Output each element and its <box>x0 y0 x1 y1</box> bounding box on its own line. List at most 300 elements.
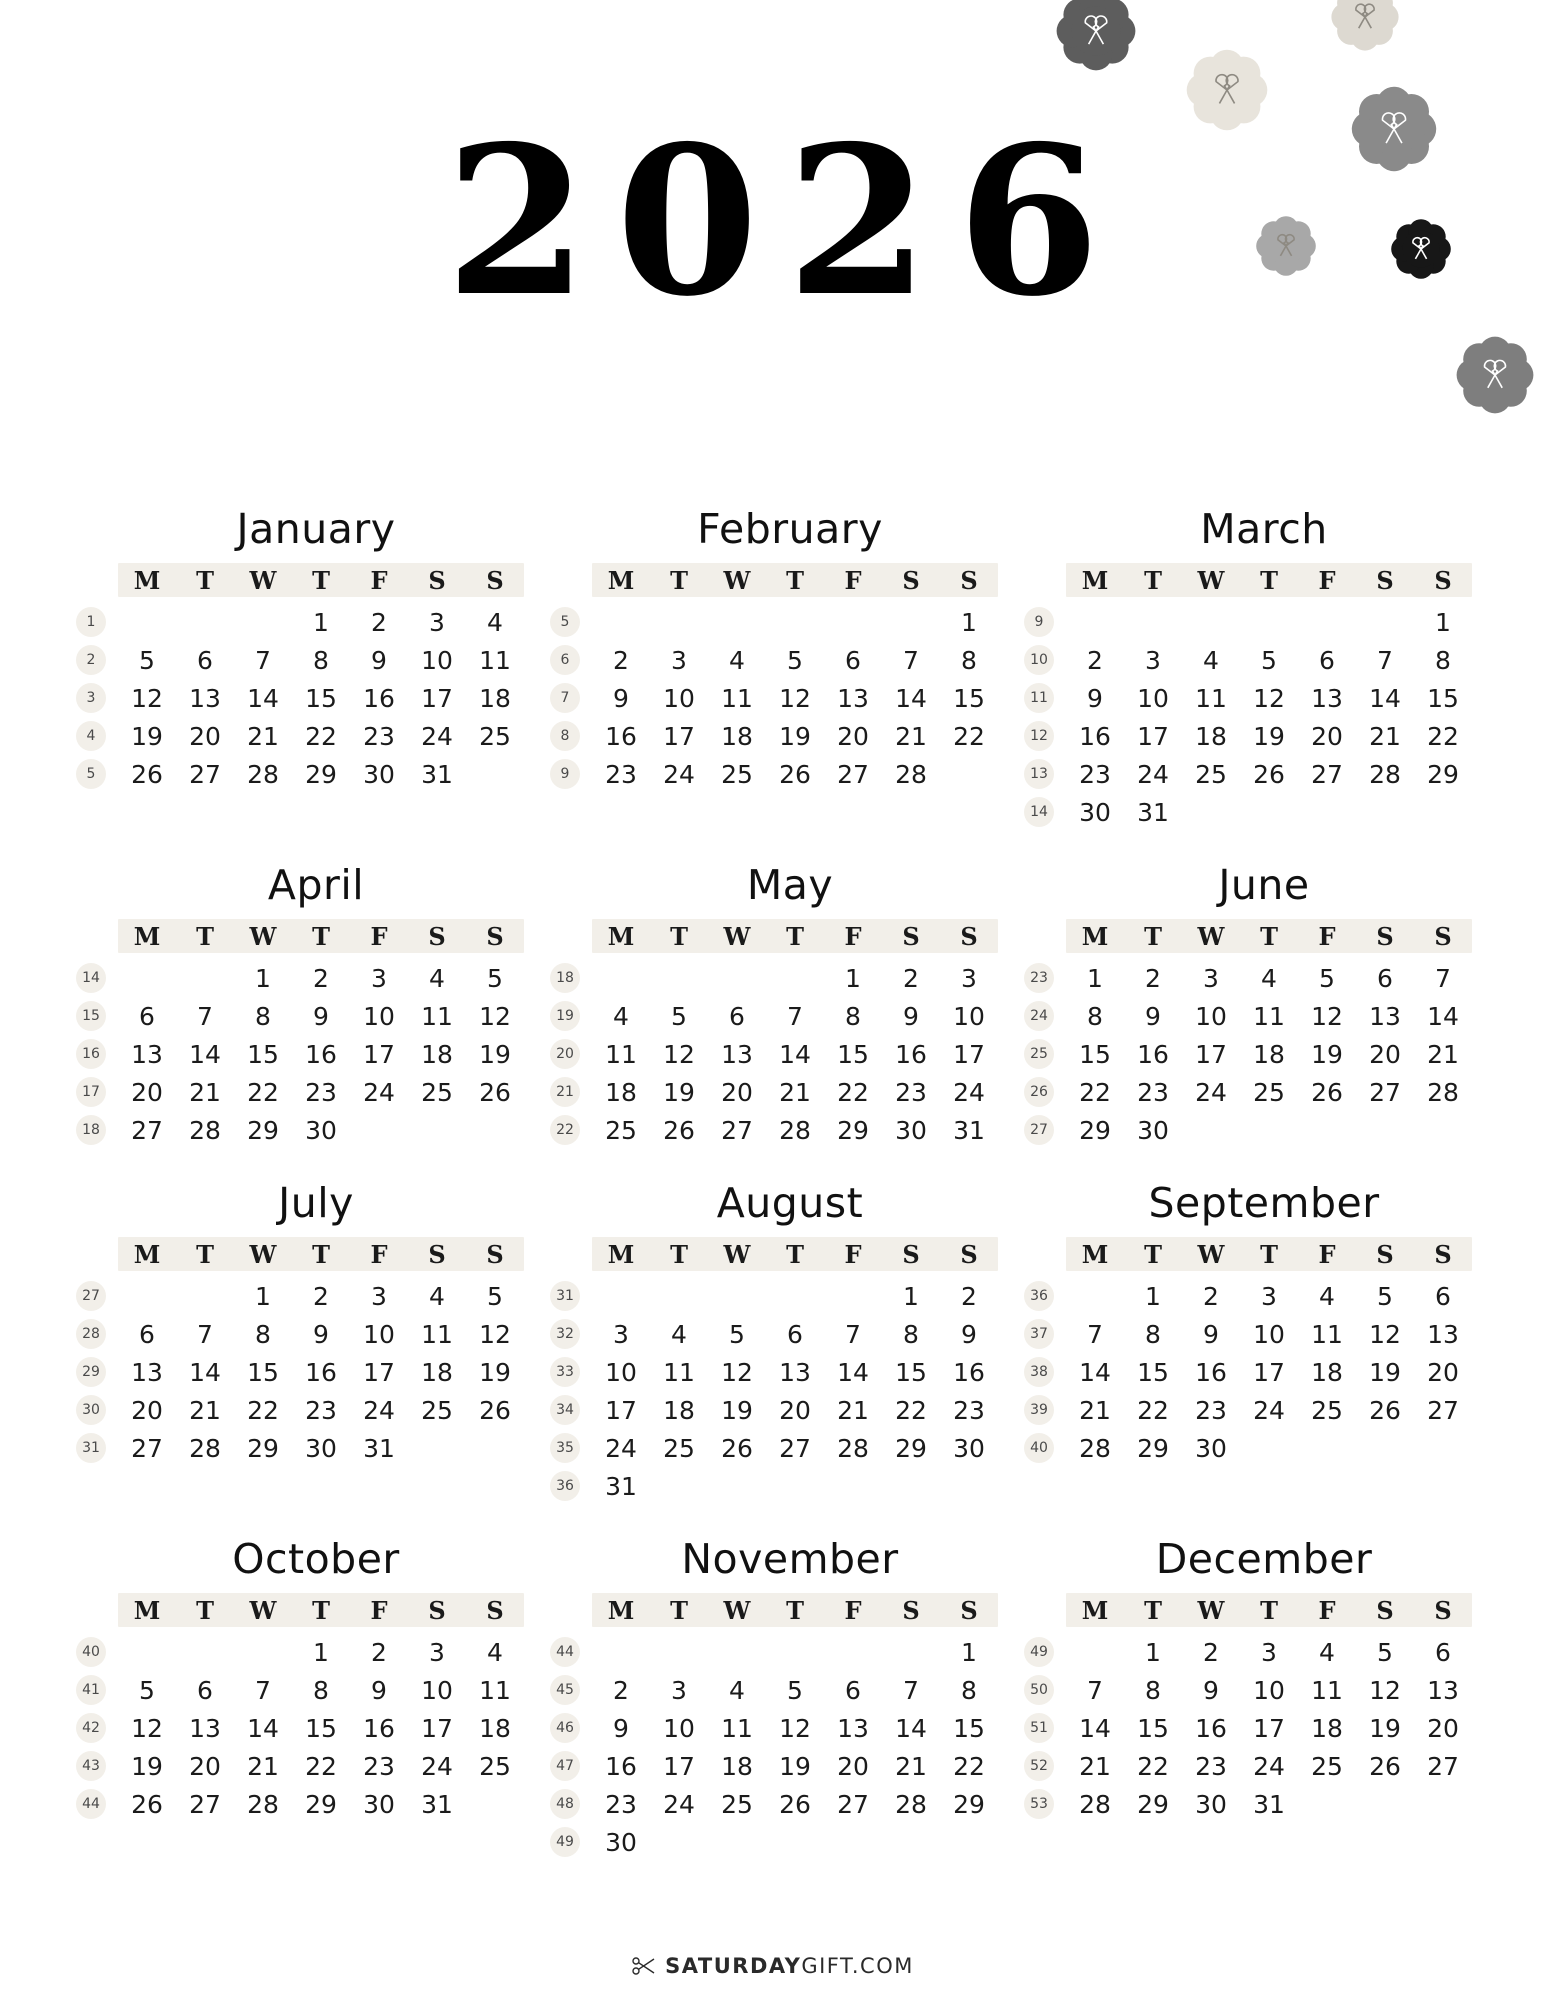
day-cell[interactable]: 27 <box>131 1433 163 1463</box>
day-cell[interactable]: 11 <box>1195 683 1227 713</box>
day-cell[interactable]: 24 <box>1253 1395 1285 1425</box>
day-cell[interactable]: 4 <box>671 1319 687 1349</box>
day-cell[interactable]: 10 <box>363 1319 395 1349</box>
day-cell[interactable]: 22 <box>1137 1751 1169 1781</box>
day-cell[interactable]: 29 <box>1137 1789 1169 1819</box>
day-cell[interactable]: 21 <box>247 721 279 751</box>
day-cell[interactable]: 12 <box>1369 1675 1401 1705</box>
day-cell[interactable]: 28 <box>895 759 927 789</box>
day-cell[interactable]: 18 <box>605 1077 637 1107</box>
day-cell[interactable]: 7 <box>197 1001 213 1031</box>
day-cell[interactable]: 14 <box>837 1357 869 1387</box>
day-cell[interactable]: 16 <box>1195 1357 1227 1387</box>
day-cell[interactable]: 16 <box>363 1713 395 1743</box>
day-cell[interactable]: 3 <box>671 645 687 675</box>
day-cell[interactable]: 22 <box>247 1077 279 1107</box>
day-cell[interactable]: 2 <box>903 963 919 993</box>
day-cell[interactable]: 14 <box>247 1713 279 1743</box>
day-cell[interactable]: 30 <box>1137 1115 1169 1145</box>
day-cell[interactable]: 8 <box>255 1319 271 1349</box>
day-cell[interactable]: 1 <box>255 963 271 993</box>
day-cell[interactable]: 1 <box>313 1637 329 1667</box>
day-cell[interactable]: 28 <box>1079 1433 1111 1463</box>
day-cell[interactable]: 12 <box>663 1039 695 1069</box>
day-cell[interactable]: 11 <box>1253 1001 1285 1031</box>
day-cell[interactable]: 29 <box>1427 759 1459 789</box>
day-cell[interactable]: 6 <box>787 1319 803 1349</box>
day-cell[interactable]: 20 <box>1369 1039 1401 1069</box>
day-cell[interactable]: 3 <box>1261 1637 1277 1667</box>
day-cell[interactable]: 8 <box>1145 1319 1161 1349</box>
day-cell[interactable]: 4 <box>1319 1637 1335 1667</box>
day-cell[interactable]: 18 <box>479 1713 511 1743</box>
day-cell[interactable]: 17 <box>953 1039 985 1069</box>
day-cell[interactable]: 14 <box>189 1357 221 1387</box>
day-cell[interactable]: 13 <box>837 683 869 713</box>
day-cell[interactable]: 19 <box>721 1395 753 1425</box>
day-cell[interactable]: 4 <box>1261 963 1277 993</box>
day-cell[interactable]: 22 <box>1079 1077 1111 1107</box>
day-cell[interactable]: 1 <box>313 607 329 637</box>
day-cell[interactable]: 25 <box>479 721 511 751</box>
day-cell[interactable]: 23 <box>363 1751 395 1781</box>
day-cell[interactable]: 18 <box>721 1751 753 1781</box>
day-cell[interactable]: 30 <box>305 1433 337 1463</box>
day-cell[interactable]: 10 <box>605 1357 637 1387</box>
day-cell[interactable]: 5 <box>487 963 503 993</box>
day-cell[interactable]: 28 <box>247 1789 279 1819</box>
day-cell[interactable]: 4 <box>487 1637 503 1667</box>
day-cell[interactable]: 28 <box>779 1115 811 1145</box>
day-cell[interactable]: 19 <box>1253 721 1285 751</box>
day-cell[interactable]: 15 <box>837 1039 869 1069</box>
day-cell[interactable]: 31 <box>1137 797 1169 827</box>
day-cell[interactable]: 16 <box>1195 1713 1227 1743</box>
day-cell[interactable]: 22 <box>953 1751 985 1781</box>
day-cell[interactable]: 27 <box>837 759 869 789</box>
day-cell[interactable]: 17 <box>1137 721 1169 751</box>
day-cell[interactable]: 1 <box>1145 1637 1161 1667</box>
day-cell[interactable]: 10 <box>1137 683 1169 713</box>
day-cell[interactable]: 6 <box>139 1319 155 1349</box>
day-cell[interactable]: 29 <box>247 1115 279 1145</box>
day-cell[interactable]: 6 <box>1435 1281 1451 1311</box>
day-cell[interactable]: 5 <box>1319 963 1335 993</box>
day-cell[interactable]: 23 <box>1195 1751 1227 1781</box>
day-cell[interactable]: 2 <box>313 963 329 993</box>
day-cell[interactable]: 6 <box>1435 1637 1451 1667</box>
day-cell[interactable]: 29 <box>305 1789 337 1819</box>
day-cell[interactable]: 21 <box>779 1077 811 1107</box>
day-cell[interactable]: 4 <box>1319 1281 1335 1311</box>
day-cell[interactable]: 14 <box>1427 1001 1459 1031</box>
day-cell[interactable]: 20 <box>131 1395 163 1425</box>
day-cell[interactable]: 17 <box>363 1357 395 1387</box>
day-cell[interactable]: 7 <box>845 1319 861 1349</box>
day-cell[interactable]: 12 <box>721 1357 753 1387</box>
day-cell[interactable]: 14 <box>189 1039 221 1069</box>
day-cell[interactable]: 4 <box>1203 645 1219 675</box>
day-cell[interactable]: 5 <box>1377 1281 1393 1311</box>
day-cell[interactable]: 28 <box>1079 1789 1111 1819</box>
day-cell[interactable]: 10 <box>953 1001 985 1031</box>
day-cell[interactable]: 23 <box>895 1077 927 1107</box>
day-cell[interactable]: 13 <box>721 1039 753 1069</box>
day-cell[interactable]: 7 <box>787 1001 803 1031</box>
day-cell[interactable]: 14 <box>1079 1357 1111 1387</box>
day-cell[interactable]: 18 <box>663 1395 695 1425</box>
day-cell[interactable]: 8 <box>845 1001 861 1031</box>
day-cell[interactable]: 30 <box>363 759 395 789</box>
day-cell[interactable]: 21 <box>189 1077 221 1107</box>
day-cell[interactable]: 19 <box>479 1357 511 1387</box>
day-cell[interactable]: 3 <box>1261 1281 1277 1311</box>
day-cell[interactable]: 26 <box>479 1395 511 1425</box>
day-cell[interactable]: 24 <box>1253 1751 1285 1781</box>
day-cell[interactable]: 16 <box>1137 1039 1169 1069</box>
day-cell[interactable]: 20 <box>721 1077 753 1107</box>
day-cell[interactable]: 25 <box>421 1077 453 1107</box>
day-cell[interactable]: 8 <box>313 1675 329 1705</box>
day-cell[interactable]: 9 <box>1087 683 1103 713</box>
day-cell[interactable]: 29 <box>1079 1115 1111 1145</box>
day-cell[interactable]: 3 <box>371 1281 387 1311</box>
day-cell[interactable]: 25 <box>721 759 753 789</box>
day-cell[interactable]: 29 <box>953 1789 985 1819</box>
day-cell[interactable]: 20 <box>779 1395 811 1425</box>
day-cell[interactable]: 6 <box>845 1675 861 1705</box>
day-cell[interactable]: 18 <box>721 721 753 751</box>
day-cell[interactable]: 30 <box>895 1115 927 1145</box>
day-cell[interactable]: 9 <box>313 1319 329 1349</box>
day-cell[interactable]: 9 <box>1203 1675 1219 1705</box>
day-cell[interactable]: 26 <box>131 759 163 789</box>
day-cell[interactable]: 6 <box>197 645 213 675</box>
day-cell[interactable]: 27 <box>189 759 221 789</box>
day-cell[interactable]: 17 <box>1195 1039 1227 1069</box>
day-cell[interactable]: 22 <box>837 1077 869 1107</box>
day-cell[interactable]: 26 <box>1311 1077 1343 1107</box>
day-cell[interactable]: 13 <box>1311 683 1343 713</box>
day-cell[interactable]: 25 <box>663 1433 695 1463</box>
day-cell[interactable]: 22 <box>305 1751 337 1781</box>
day-cell[interactable]: 10 <box>363 1001 395 1031</box>
day-cell[interactable]: 27 <box>1311 759 1343 789</box>
day-cell[interactable]: 2 <box>1087 645 1103 675</box>
day-cell[interactable]: 23 <box>953 1395 985 1425</box>
day-cell[interactable]: 29 <box>837 1115 869 1145</box>
day-cell[interactable]: 24 <box>421 1751 453 1781</box>
day-cell[interactable]: 31 <box>605 1471 637 1501</box>
day-cell[interactable]: 11 <box>721 683 753 713</box>
day-cell[interactable]: 27 <box>1369 1077 1401 1107</box>
day-cell[interactable]: 27 <box>721 1115 753 1145</box>
day-cell[interactable]: 24 <box>1195 1077 1227 1107</box>
day-cell[interactable]: 16 <box>305 1039 337 1069</box>
day-cell[interactable]: 30 <box>1079 797 1111 827</box>
day-cell[interactable]: 4 <box>729 1675 745 1705</box>
day-cell[interactable]: 21 <box>1369 721 1401 751</box>
day-cell[interactable]: 19 <box>663 1077 695 1107</box>
day-cell[interactable]: 27 <box>779 1433 811 1463</box>
day-cell[interactable]: 30 <box>363 1789 395 1819</box>
day-cell[interactable]: 8 <box>1435 645 1451 675</box>
day-cell[interactable]: 12 <box>479 1319 511 1349</box>
day-cell[interactable]: 25 <box>721 1789 753 1819</box>
day-cell[interactable]: 3 <box>613 1319 629 1349</box>
day-cell[interactable]: 17 <box>663 1751 695 1781</box>
day-cell[interactable]: 7 <box>903 645 919 675</box>
day-cell[interactable]: 26 <box>479 1077 511 1107</box>
day-cell[interactable]: 13 <box>131 1039 163 1069</box>
day-cell[interactable]: 3 <box>429 607 445 637</box>
day-cell[interactable]: 10 <box>663 1713 695 1743</box>
day-cell[interactable]: 1 <box>845 963 861 993</box>
day-cell[interactable]: 19 <box>131 721 163 751</box>
day-cell[interactable]: 23 <box>1079 759 1111 789</box>
day-cell[interactable]: 7 <box>1087 1675 1103 1705</box>
day-cell[interactable]: 25 <box>1311 1751 1343 1781</box>
day-cell[interactable]: 18 <box>421 1039 453 1069</box>
day-cell[interactable]: 8 <box>313 645 329 675</box>
day-cell[interactable]: 8 <box>961 645 977 675</box>
day-cell[interactable]: 26 <box>1253 759 1285 789</box>
day-cell[interactable]: 11 <box>479 645 511 675</box>
day-cell[interactable]: 30 <box>1195 1789 1227 1819</box>
day-cell[interactable]: 24 <box>663 1789 695 1819</box>
day-cell[interactable]: 4 <box>429 1281 445 1311</box>
day-cell[interactable]: 21 <box>1079 1395 1111 1425</box>
day-cell[interactable]: 23 <box>1195 1395 1227 1425</box>
day-cell[interactable]: 25 <box>479 1751 511 1781</box>
day-cell[interactable]: 24 <box>1137 759 1169 789</box>
day-cell[interactable]: 13 <box>1427 1675 1459 1705</box>
day-cell[interactable]: 20 <box>189 721 221 751</box>
day-cell[interactable]: 2 <box>613 1675 629 1705</box>
day-cell[interactable]: 28 <box>895 1789 927 1819</box>
day-cell[interactable]: 4 <box>729 645 745 675</box>
day-cell[interactable]: 22 <box>895 1395 927 1425</box>
day-cell[interactable]: 24 <box>421 721 453 751</box>
day-cell[interactable]: 9 <box>371 645 387 675</box>
day-cell[interactable]: 2 <box>613 645 629 675</box>
day-cell[interactable]: 9 <box>1203 1319 1219 1349</box>
day-cell[interactable]: 21 <box>1079 1751 1111 1781</box>
day-cell[interactable]: 7 <box>255 1675 271 1705</box>
day-cell[interactable]: 23 <box>605 1789 637 1819</box>
day-cell[interactable]: 28 <box>837 1433 869 1463</box>
day-cell[interactable]: 18 <box>1311 1713 1343 1743</box>
day-cell[interactable]: 11 <box>421 1319 453 1349</box>
day-cell[interactable]: 27 <box>837 1789 869 1819</box>
day-cell[interactable]: 6 <box>1319 645 1335 675</box>
day-cell[interactable]: 29 <box>247 1433 279 1463</box>
day-cell[interactable]: 15 <box>247 1039 279 1069</box>
day-cell[interactable]: 13 <box>189 1713 221 1743</box>
day-cell[interactable]: 31 <box>363 1433 395 1463</box>
day-cell[interactable]: 18 <box>1253 1039 1285 1069</box>
day-cell[interactable]: 27 <box>1427 1751 1459 1781</box>
day-cell[interactable]: 5 <box>139 645 155 675</box>
day-cell[interactable]: 4 <box>429 963 445 993</box>
day-cell[interactable]: 25 <box>1195 759 1227 789</box>
day-cell[interactable]: 24 <box>363 1077 395 1107</box>
day-cell[interactable]: 11 <box>721 1713 753 1743</box>
day-cell[interactable]: 24 <box>605 1433 637 1463</box>
day-cell[interactable]: 24 <box>663 759 695 789</box>
day-cell[interactable]: 12 <box>779 683 811 713</box>
day-cell[interactable]: 19 <box>1369 1713 1401 1743</box>
day-cell[interactable]: 17 <box>421 683 453 713</box>
day-cell[interactable]: 1 <box>1145 1281 1161 1311</box>
day-cell[interactable]: 23 <box>1137 1077 1169 1107</box>
day-cell[interactable]: 3 <box>371 963 387 993</box>
day-cell[interactable]: 13 <box>837 1713 869 1743</box>
day-cell[interactable]: 16 <box>605 721 637 751</box>
day-cell[interactable]: 8 <box>903 1319 919 1349</box>
day-cell[interactable]: 29 <box>1137 1433 1169 1463</box>
day-cell[interactable]: 2 <box>1203 1281 1219 1311</box>
day-cell[interactable]: 2 <box>313 1281 329 1311</box>
day-cell[interactable]: 6 <box>729 1001 745 1031</box>
day-cell[interactable]: 28 <box>1427 1077 1459 1107</box>
day-cell[interactable]: 27 <box>189 1789 221 1819</box>
day-cell[interactable]: 1 <box>961 607 977 637</box>
day-cell[interactable]: 5 <box>139 1675 155 1705</box>
day-cell[interactable]: 31 <box>421 1789 453 1819</box>
day-cell[interactable]: 26 <box>1369 1751 1401 1781</box>
day-cell[interactable]: 16 <box>953 1357 985 1387</box>
day-cell[interactable]: 20 <box>1311 721 1343 751</box>
day-cell[interactable]: 19 <box>1311 1039 1343 1069</box>
day-cell[interactable]: 20 <box>837 1751 869 1781</box>
day-cell[interactable]: 18 <box>421 1357 453 1387</box>
day-cell[interactable]: 26 <box>779 759 811 789</box>
day-cell[interactable]: 6 <box>845 645 861 675</box>
day-cell[interactable]: 19 <box>1369 1357 1401 1387</box>
day-cell[interactable]: 8 <box>1145 1675 1161 1705</box>
day-cell[interactable]: 28 <box>189 1115 221 1145</box>
day-cell[interactable]: 13 <box>131 1357 163 1387</box>
day-cell[interactable]: 14 <box>1079 1713 1111 1743</box>
day-cell[interactable]: 2 <box>1203 1637 1219 1667</box>
day-cell[interactable]: 12 <box>131 1713 163 1743</box>
day-cell[interactable]: 2 <box>1145 963 1161 993</box>
day-cell[interactable]: 25 <box>421 1395 453 1425</box>
day-cell[interactable]: 28 <box>189 1433 221 1463</box>
day-cell[interactable]: 20 <box>189 1751 221 1781</box>
day-cell[interactable]: 10 <box>421 645 453 675</box>
day-cell[interactable]: 11 <box>1311 1675 1343 1705</box>
day-cell[interactable]: 16 <box>895 1039 927 1069</box>
day-cell[interactable]: 12 <box>1369 1319 1401 1349</box>
day-cell[interactable]: 7 <box>903 1675 919 1705</box>
day-cell[interactable]: 5 <box>487 1281 503 1311</box>
day-cell[interactable]: 14 <box>247 683 279 713</box>
day-cell[interactable]: 28 <box>247 759 279 789</box>
day-cell[interactable]: 21 <box>189 1395 221 1425</box>
day-cell[interactable]: 22 <box>953 721 985 751</box>
day-cell[interactable]: 26 <box>131 1789 163 1819</box>
day-cell[interactable]: 29 <box>895 1433 927 1463</box>
day-cell[interactable]: 21 <box>895 1751 927 1781</box>
day-cell[interactable]: 31 <box>953 1115 985 1145</box>
day-cell[interactable]: 18 <box>479 683 511 713</box>
day-cell[interactable]: 8 <box>961 1675 977 1705</box>
day-cell[interactable]: 3 <box>1145 645 1161 675</box>
day-cell[interactable]: 13 <box>189 683 221 713</box>
day-cell[interactable]: 23 <box>605 759 637 789</box>
day-cell[interactable]: 9 <box>961 1319 977 1349</box>
day-cell[interactable]: 11 <box>479 1675 511 1705</box>
day-cell[interactable]: 5 <box>1261 645 1277 675</box>
day-cell[interactable]: 10 <box>663 683 695 713</box>
day-cell[interactable]: 2 <box>371 607 387 637</box>
day-cell[interactable]: 3 <box>671 1675 687 1705</box>
day-cell[interactable]: 7 <box>255 645 271 675</box>
day-cell[interactable]: 20 <box>131 1077 163 1107</box>
day-cell[interactable]: 10 <box>1195 1001 1227 1031</box>
day-cell[interactable]: 4 <box>613 1001 629 1031</box>
day-cell[interactable]: 17 <box>363 1039 395 1069</box>
day-cell[interactable]: 5 <box>787 645 803 675</box>
day-cell[interactable]: 22 <box>305 721 337 751</box>
day-cell[interactable]: 15 <box>1427 683 1459 713</box>
day-cell[interactable]: 15 <box>953 683 985 713</box>
day-cell[interactable]: 28 <box>1369 759 1401 789</box>
day-cell[interactable]: 14 <box>895 1713 927 1743</box>
day-cell[interactable]: 31 <box>421 759 453 789</box>
day-cell[interactable]: 17 <box>1253 1357 1285 1387</box>
day-cell[interactable]: 2 <box>371 1637 387 1667</box>
day-cell[interactable]: 30 <box>1195 1433 1227 1463</box>
day-cell[interactable]: 22 <box>1427 721 1459 751</box>
day-cell[interactable]: 26 <box>721 1433 753 1463</box>
day-cell[interactable]: 27 <box>1427 1395 1459 1425</box>
day-cell[interactable]: 21 <box>837 1395 869 1425</box>
day-cell[interactable]: 30 <box>305 1115 337 1145</box>
day-cell[interactable]: 5 <box>671 1001 687 1031</box>
day-cell[interactable]: 6 <box>197 1675 213 1705</box>
day-cell[interactable]: 9 <box>313 1001 329 1031</box>
day-cell[interactable]: 5 <box>787 1675 803 1705</box>
day-cell[interactable]: 7 <box>197 1319 213 1349</box>
day-cell[interactable]: 10 <box>1253 1675 1285 1705</box>
day-cell[interactable]: 9 <box>613 1713 629 1743</box>
day-cell[interactable]: 23 <box>305 1077 337 1107</box>
day-cell[interactable]: 27 <box>131 1115 163 1145</box>
day-cell[interactable]: 3 <box>1203 963 1219 993</box>
day-cell[interactable]: 30 <box>953 1433 985 1463</box>
day-cell[interactable]: 24 <box>363 1395 395 1425</box>
day-cell[interactable]: 17 <box>421 1713 453 1743</box>
day-cell[interactable]: 1 <box>1087 963 1103 993</box>
day-cell[interactable]: 25 <box>1311 1395 1343 1425</box>
day-cell[interactable]: 21 <box>895 721 927 751</box>
day-cell[interactable]: 23 <box>305 1395 337 1425</box>
day-cell[interactable]: 25 <box>605 1115 637 1145</box>
day-cell[interactable]: 8 <box>1087 1001 1103 1031</box>
day-cell[interactable]: 7 <box>1087 1319 1103 1349</box>
day-cell[interactable]: 21 <box>1427 1039 1459 1069</box>
day-cell[interactable]: 12 <box>479 1001 511 1031</box>
day-cell[interactable]: 7 <box>1377 645 1393 675</box>
day-cell[interactable]: 16 <box>363 683 395 713</box>
day-cell[interactable]: 12 <box>131 683 163 713</box>
day-cell[interactable]: 22 <box>1137 1395 1169 1425</box>
day-cell[interactable]: 11 <box>605 1039 637 1069</box>
day-cell[interactable]: 16 <box>305 1357 337 1387</box>
